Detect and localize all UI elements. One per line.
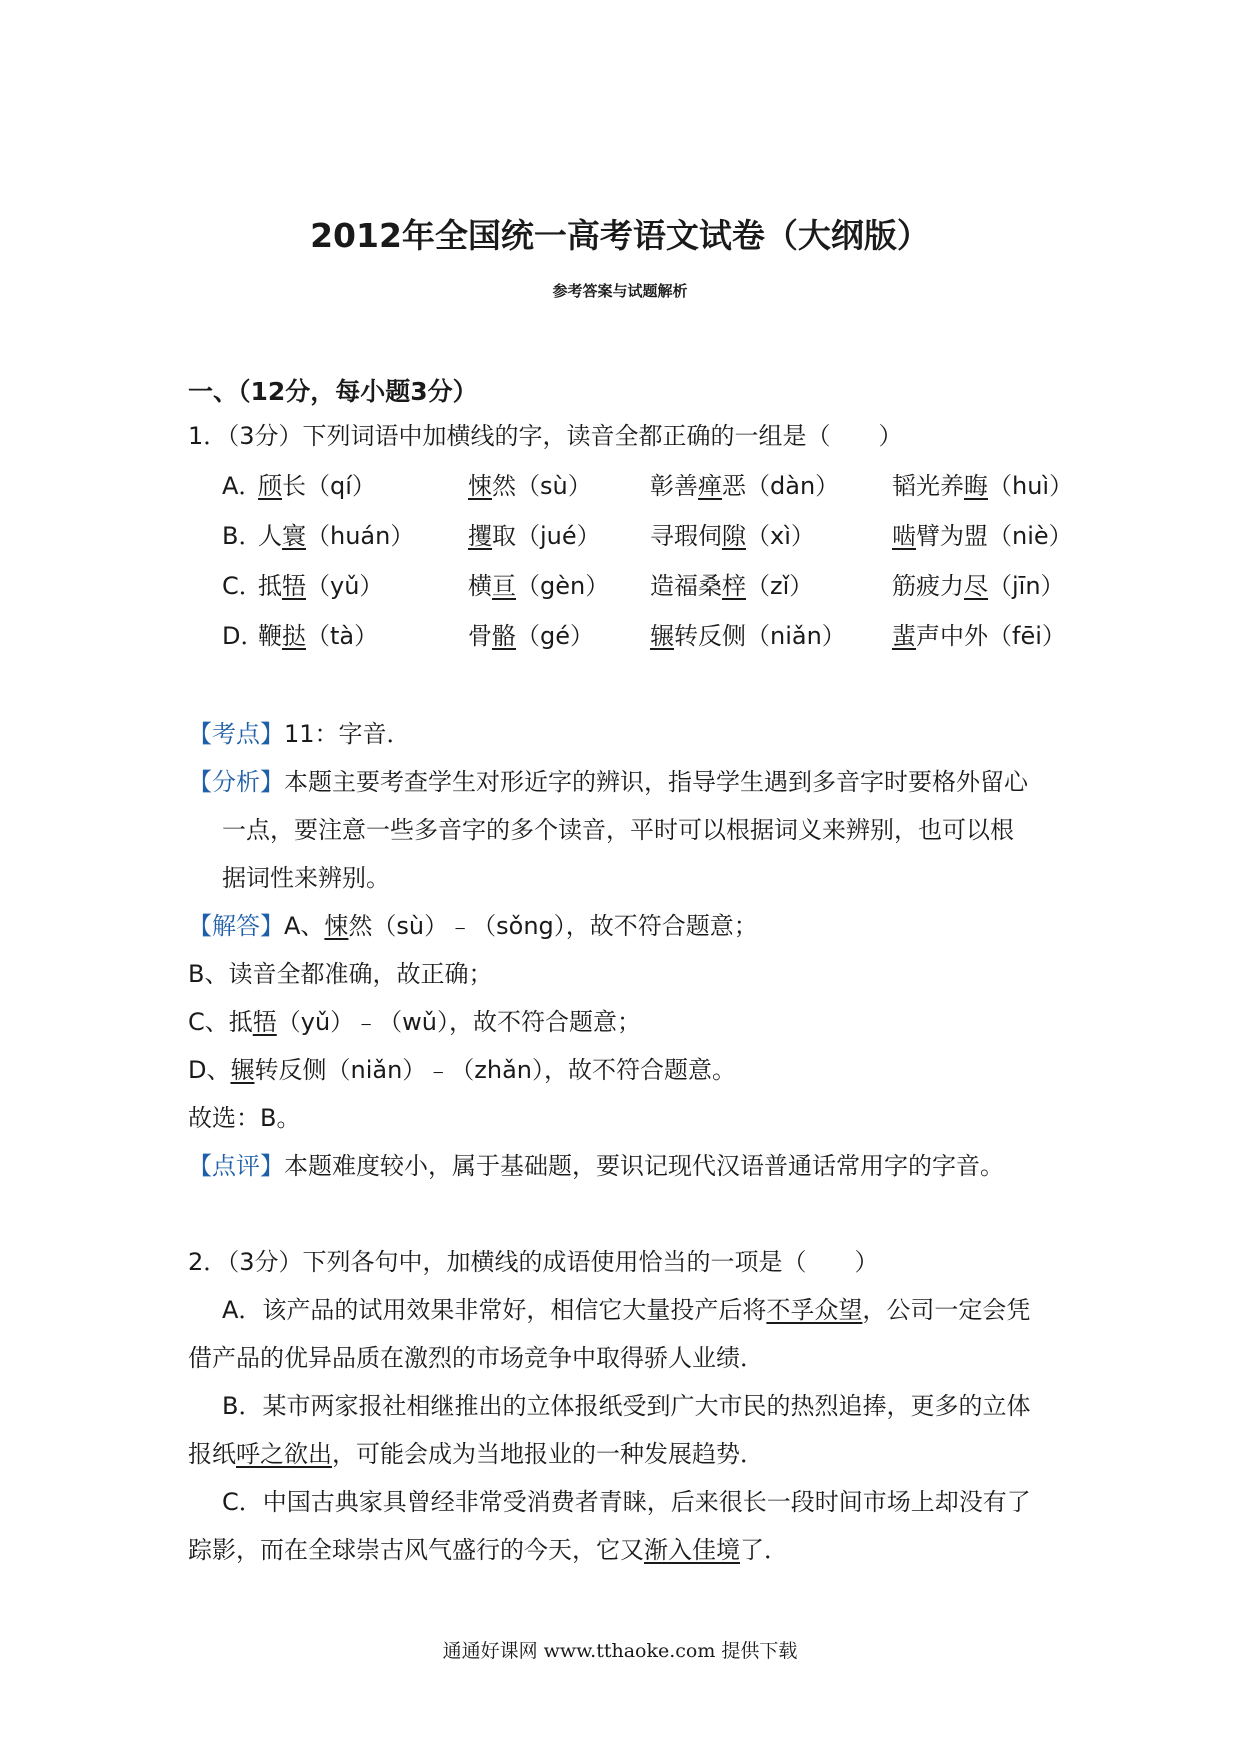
q1-stem: 1．（3分）下列词语中加横线的字，读音全都正确的一组是（ ） [188,422,903,450]
word-suffix: 然（sù） [492,472,592,500]
word-prefix: 寻瑕伺 [650,522,722,550]
word-underlined-char: 晦 [964,472,988,500]
q1-option-word [468,470,592,502]
jieda-d-underlined: 辗 [230,1056,255,1084]
q1-option-word [650,570,813,602]
word-suffix: （huì） [988,472,1074,500]
word-suffix: （huán） [306,522,415,550]
kaodian-tag: 【考点】 [188,720,284,748]
q1-option-word [892,570,1065,602]
dianping-text: 本题难度较小，属于基础题，要识记现代汉语普通话常用字的字音。 [284,1152,1004,1180]
q1-option-word [258,570,383,602]
jieda-c [188,1006,641,1038]
guxuan: 故选：B。 [188,1104,301,1132]
q1-option-word [892,620,1066,652]
jieda-a-underlined: 悚 [324,912,349,940]
q2-stem: 2．（3分）下列各句中，加横线的成语使用恰当的一项是（ ） [188,1248,879,1276]
q1-option-word [258,470,376,502]
q2-option-a-line-2: 借产品的优异品质在激烈的市场竞争中取得骄人业绩． [188,1344,764,1372]
word-prefix: 人 [258,522,282,550]
word-prefix: 抵 [258,572,282,600]
fenxi-line-2: 一点，要注意一些多音字的多个读音，平时可以根据词义来辨别，也可以根 [222,816,1014,844]
page-subtitle: 参考答案与试题解析 [552,282,688,300]
word-suffix: （tà） [306,622,379,650]
jieda-d-post: 转反侧（niǎn）﹣（zhǎn），故不符合题意。 [254,1056,737,1084]
q1-option-word [258,620,378,652]
word-prefix: 筋疲力 [892,572,964,600]
q2-a-pre: A．该产品的试用效果非常好，相信它大量投产后将 [222,1296,767,1324]
q2-b-post: ，可能会成为当地报业的一种发展趋势． [332,1440,764,1468]
word-prefix: 鞭 [258,622,282,650]
q1-option-word [892,470,1073,502]
kaodian-text: 11：字音． [284,720,411,748]
word-suffix: （xì） [746,522,815,550]
q2-option-b-line-1: B．某市两家报社相继推出的立体报纸受到广大市民的热烈追捧，更多的立体 [222,1392,1031,1420]
q2-c-post: 了． [740,1536,788,1564]
q2-option-a-line-1 [222,1294,1030,1326]
q1-option-label: A． [222,472,263,500]
word-underlined-char: 寰 [282,522,306,550]
q1-option-label: B． [222,522,263,550]
q1-option-word [258,520,414,552]
fenxi-tag: 【分析】 [188,768,284,796]
q1-option-word [650,620,846,652]
jieda-a-post: 然（sù）﹣（sǒng），故不符合题意； [348,912,758,940]
word-suffix: （jīn） [988,572,1065,600]
q1-option-label: D． [222,622,265,650]
q1-option-word [468,570,609,602]
q2-a-underlined: 不孚众望 [766,1296,863,1324]
word-prefix: 横 [468,572,492,600]
word-suffix: （gèn） [516,572,610,600]
word-underlined-char: 蜚 [892,622,916,650]
word-suffix: 取（jué） [492,522,601,550]
word-underlined-char: 颀 [258,472,282,500]
page-footer: 通通好课网 www.tthaoke.com 提供下载 [442,1640,798,1662]
word-underlined-char: 尽 [964,572,988,600]
q2-c-pre: 踪影，而在全球崇古风气盛行的今天，它又 [188,1536,644,1564]
q2-option-c-line-1: C．中国古典家具曾经非常受消费者青睐，后来很长一段时间市场上却没有了 [222,1488,1031,1516]
word-prefix: 彰善 [650,472,698,500]
fenxi-line-1: 本题主要考查学生对形近字的辨识，指导学生遇到多音字时要格外留心 [284,768,1028,796]
word-underlined-char: 辗 [650,622,674,650]
q1-option-word [468,520,601,552]
word-suffix: 长（qí） [282,472,376,500]
page-title: 2012年全国统一高考语文试卷（大纲版） [310,216,930,255]
kaodian [188,718,411,750]
jieda-b: B、读音全都准确，故正确； [188,960,493,988]
q2-option-b-line-2 [188,1438,764,1470]
word-suffix: 恶（dàn） [722,472,840,500]
word-underlined-char: 亘 [492,572,516,600]
jieda-c-post: （yǔ）﹣（wǔ），故不符合题意； [276,1008,642,1036]
jieda-c-pre: C、抵 [188,1008,253,1036]
word-prefix: 造福桑 [650,572,722,600]
jieda-tag: 【解答】 [188,912,284,940]
q2-b-pre: 报纸 [188,1440,236,1468]
dianping-tag: 【点评】 [188,1152,284,1180]
q2-option-c-line-2 [188,1534,788,1566]
jieda [188,910,758,942]
word-underlined-char: 瘅 [698,472,722,500]
q1-option-word [892,520,1073,552]
dianping [188,1150,1004,1182]
q2-b-underlined: 呼之欲出 [236,1440,332,1468]
word-underlined-char: 啮 [892,522,916,550]
fenxi-line-3: 据词性来辨别。 [222,864,390,892]
word-suffix: 臂为盟（niè） [916,522,1073,550]
word-suffix: （zǐ） [746,572,814,600]
word-prefix: 骨 [468,622,492,650]
jieda-d-pre: D、 [188,1056,231,1084]
word-underlined-char: 梓 [722,572,746,600]
q1-option-word [650,470,839,502]
section-heading: 一、（12分，每小题3分） [188,377,478,406]
word-prefix: 韬光养 [892,472,964,500]
q2-a-post: ，公司一定会凭 [862,1296,1031,1324]
word-underlined-char: 攫 [468,522,492,550]
q1-option-label: C． [222,572,263,600]
word-underlined-char: 牾 [282,572,306,600]
word-suffix: （yǔ） [306,572,384,600]
q2-c-underlined: 渐入佳境 [644,1536,740,1564]
fenxi [188,766,1028,798]
word-underlined-char: 隙 [722,522,746,550]
word-suffix: （gé） [516,622,594,650]
word-underlined-char: 骼 [492,622,516,650]
q1-option-word [468,620,594,652]
jieda-c-underlined: 牾 [252,1008,277,1036]
word-underlined-char: 悚 [468,472,492,500]
word-suffix: 转反侧（niǎn） [674,622,846,650]
jieda-d [188,1054,736,1086]
q1-option-word [650,520,815,552]
word-underlined-char: 挞 [282,622,306,650]
jieda-a-pre: A、 [284,912,325,940]
word-suffix: 声中外（fēi） [916,622,1066,650]
